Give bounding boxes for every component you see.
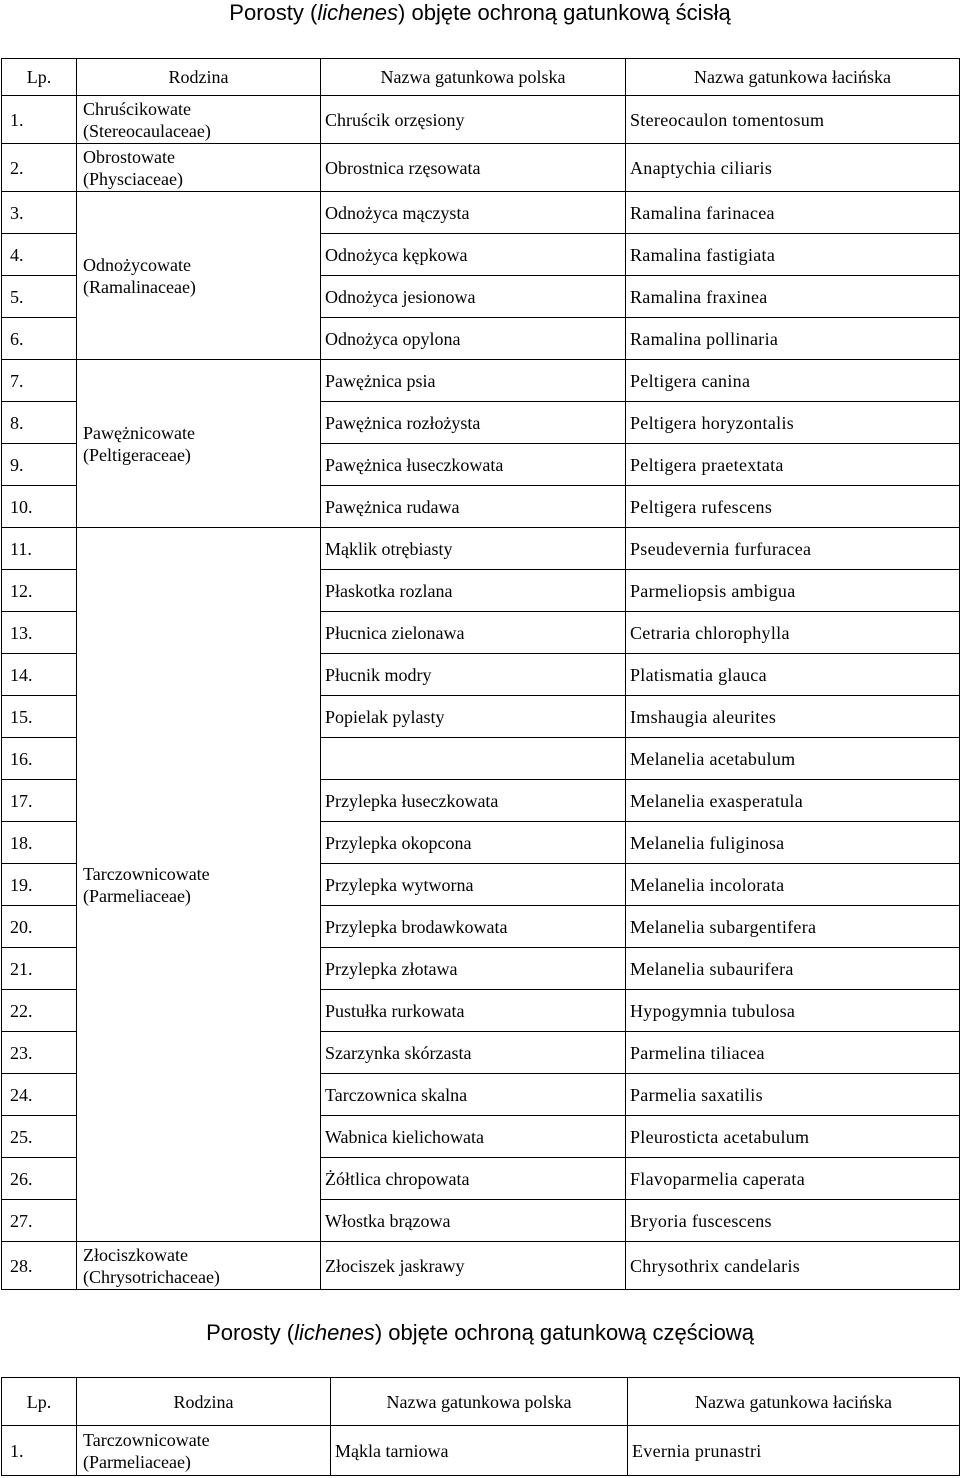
polish-name: Odnożyca mączysta <box>321 192 626 234</box>
header-family: Rodzina <box>77 59 321 96</box>
polish-name: Mąkla tarniowa <box>331 1426 628 1476</box>
section-title-strict <box>0 0 960 26</box>
row-number: 9. <box>2 444 77 486</box>
polish-name: Złociszek jaskrawy <box>321 1242 626 1290</box>
latin-name: Ramalina farinacea <box>626 192 960 234</box>
row-number: 10. <box>2 486 77 528</box>
family-name: Złociszkowate <box>83 1244 188 1265</box>
polish-name: Wabnica kielichowata <box>321 1116 626 1158</box>
row-number: 3. <box>2 192 77 234</box>
table-row <box>2 96 960 144</box>
title-text-start: Porosty ( <box>206 1320 295 1345</box>
polish-name: Pawężnica łuseczkowata <box>321 444 626 486</box>
polish-name: Odnożyca kępkowa <box>321 234 626 276</box>
family-cell <box>77 192 321 360</box>
strict-protection-table <box>1 58 960 1290</box>
polish-name: Przylepka wytworna <box>321 864 626 906</box>
row-number: 16. <box>2 738 77 780</box>
polish-name: Przylepka złotawa <box>321 948 626 990</box>
table-row <box>2 1426 960 1476</box>
table-row <box>2 144 960 192</box>
row-number: 1. <box>2 96 77 144</box>
family-latin: (Parmeliaceae) <box>83 885 191 906</box>
header-family: Rodzina <box>77 1378 331 1426</box>
polish-name <box>321 738 626 780</box>
row-number: 22. <box>2 990 77 1032</box>
row-number: 7. <box>2 360 77 402</box>
header-lp: Lp. <box>2 1378 77 1426</box>
row-number: 12. <box>2 570 77 612</box>
row-number: 8. <box>2 402 77 444</box>
family-latin: (Physciaceae) <box>83 168 183 189</box>
polish-name: Pustułka rurkowata <box>321 990 626 1032</box>
family-cell <box>77 1426 331 1476</box>
polish-name: Przylepka łuseczkowata <box>321 780 626 822</box>
latin-name: Platismatia glauca <box>626 654 960 696</box>
row-number: 27. <box>2 1200 77 1242</box>
polish-name: Odnożyca opylona <box>321 318 626 360</box>
header-lp: Lp. <box>2 59 77 96</box>
family-latin: (Chrysotrichaceae) <box>83 1266 220 1287</box>
latin-name: Parmelina tiliacea <box>626 1032 960 1074</box>
title-text-italic: lichenes <box>294 1320 375 1345</box>
family-name: Tarczownicowate <box>83 863 210 884</box>
latin-name: Pseudevernia furfuracea <box>626 528 960 570</box>
polish-name: Szarzynka skórzasta <box>321 1032 626 1074</box>
latin-name: Peltigera canina <box>626 360 960 402</box>
latin-name: Ramalina fraxinea <box>626 276 960 318</box>
family-latin: (Stereocaulaceae) <box>83 120 211 141</box>
title-text-italic: lichenes <box>317 0 399 25</box>
table-header-row <box>2 1378 960 1426</box>
latin-name: Peltigera praetextata <box>626 444 960 486</box>
polish-name: Płucnica zielonawa <box>321 612 626 654</box>
row-number: 6. <box>2 318 77 360</box>
row-number: 4. <box>2 234 77 276</box>
family-cell <box>77 360 321 528</box>
title-text-end: ) objęte ochroną gatunkową ścisłą <box>398 0 731 25</box>
row-number: 14. <box>2 654 77 696</box>
latin-name: Anaptychia ciliaris <box>626 144 960 192</box>
family-latin: (Ramalinaceae) <box>83 276 196 297</box>
family-name: Odnożycowate <box>83 254 191 275</box>
polish-name: Płaskotka rozlana <box>321 570 626 612</box>
polish-name: Tarczownica skalna <box>321 1074 626 1116</box>
row-number: 21. <box>2 948 77 990</box>
polish-name: Chruścik orzęsiony <box>321 96 626 144</box>
row-number: 26. <box>2 1158 77 1200</box>
table-row <box>2 1242 960 1290</box>
latin-name: Melanelia exasperatula <box>626 780 960 822</box>
latin-name: Bryoria fuscescens <box>626 1200 960 1242</box>
partial-protection-table <box>1 1377 960 1476</box>
polish-name: Płucnik modry <box>321 654 626 696</box>
row-number: 18. <box>2 822 77 864</box>
polish-name: Włostka brązowa <box>321 1200 626 1242</box>
latin-name: Flavoparmelia caperata <box>626 1158 960 1200</box>
latin-name: Ramalina fastigiata <box>626 234 960 276</box>
polish-name: Mąklik otrębiasty <box>321 528 626 570</box>
row-number: 25. <box>2 1116 77 1158</box>
header-latin-name: Nazwa gatunkowa łacińska <box>626 59 960 96</box>
latin-name: Peltigera horyzontalis <box>626 402 960 444</box>
header-polish-name: Nazwa gatunkowa polska <box>331 1378 628 1426</box>
family-latin: (Peltigeraceae) <box>83 444 191 465</box>
polish-name: Pawężnica psia <box>321 360 626 402</box>
polish-name: Przylepka okopcona <box>321 822 626 864</box>
family-name: Tarczownicowate <box>83 1429 210 1450</box>
table-row <box>2 360 960 402</box>
row-number: 28. <box>2 1242 77 1290</box>
latin-name: Melanelia incolorata <box>626 864 960 906</box>
latin-name: Melanelia acetabulum <box>626 738 960 780</box>
polish-name: Odnożyca jesionowa <box>321 276 626 318</box>
title-text-start: Porosty ( <box>229 0 318 25</box>
latin-name: Pleurosticta acetabulum <box>626 1116 960 1158</box>
polish-name: Pawężnica rozłożysta <box>321 402 626 444</box>
row-number: 13. <box>2 612 77 654</box>
polish-name: Obrostnica rzęsowata <box>321 144 626 192</box>
family-name: Chruścikowate <box>83 98 191 119</box>
latin-name: Hypogymnia tubulosa <box>626 990 960 1032</box>
family-latin: (Parmeliaceae) <box>83 1451 191 1472</box>
latin-name: Melanelia subaurifera <box>626 948 960 990</box>
row-number: 2. <box>2 144 77 192</box>
row-number: 1. <box>2 1426 77 1476</box>
header-latin-name: Nazwa gatunkowa łacińska <box>628 1378 960 1426</box>
table-row <box>2 528 960 570</box>
table-header-row <box>2 59 960 96</box>
polish-name: Przylepka brodawkowata <box>321 906 626 948</box>
polish-name: Żółtlica chropowata <box>321 1158 626 1200</box>
row-number: 24. <box>2 1074 77 1116</box>
latin-name: Ramalina pollinaria <box>626 318 960 360</box>
section-title-partial <box>0 1320 960 1346</box>
family-cell <box>77 1242 321 1290</box>
title-text-end: ) objęte ochroną gatunkową częściową <box>374 1320 754 1345</box>
latin-name: Melanelia fuliginosa <box>626 822 960 864</box>
latin-name: Parmelia saxatilis <box>626 1074 960 1116</box>
row-number: 17. <box>2 780 77 822</box>
latin-name: Peltigera rufescens <box>626 486 960 528</box>
latin-name: Melanelia subargentifera <box>626 906 960 948</box>
latin-name: Cetraria chlorophylla <box>626 612 960 654</box>
table-row <box>2 192 960 234</box>
row-number: 23. <box>2 1032 77 1074</box>
family-cell <box>77 96 321 144</box>
row-number: 5. <box>2 276 77 318</box>
family-cell <box>77 144 321 192</box>
latin-name: Chrysothrix candelaris <box>626 1242 960 1290</box>
latin-name: Imshaugia aleurites <box>626 696 960 738</box>
family-cell <box>77 528 321 1242</box>
polish-name: Pawężnica rudawa <box>321 486 626 528</box>
row-number: 19. <box>2 864 77 906</box>
polish-name: Popielak pylasty <box>321 696 626 738</box>
row-number: 15. <box>2 696 77 738</box>
family-name: Pawężnicowate <box>83 422 195 443</box>
latin-name: Evernia prunastri <box>628 1426 960 1476</box>
header-polish-name: Nazwa gatunkowa polska <box>321 59 626 96</box>
latin-name: Parmeliopsis ambigua <box>626 570 960 612</box>
latin-name: Stereocaulon tomentosum <box>626 96 960 144</box>
family-name: Obrostowate <box>83 146 175 167</box>
row-number: 11. <box>2 528 77 570</box>
row-number: 20. <box>2 906 77 948</box>
